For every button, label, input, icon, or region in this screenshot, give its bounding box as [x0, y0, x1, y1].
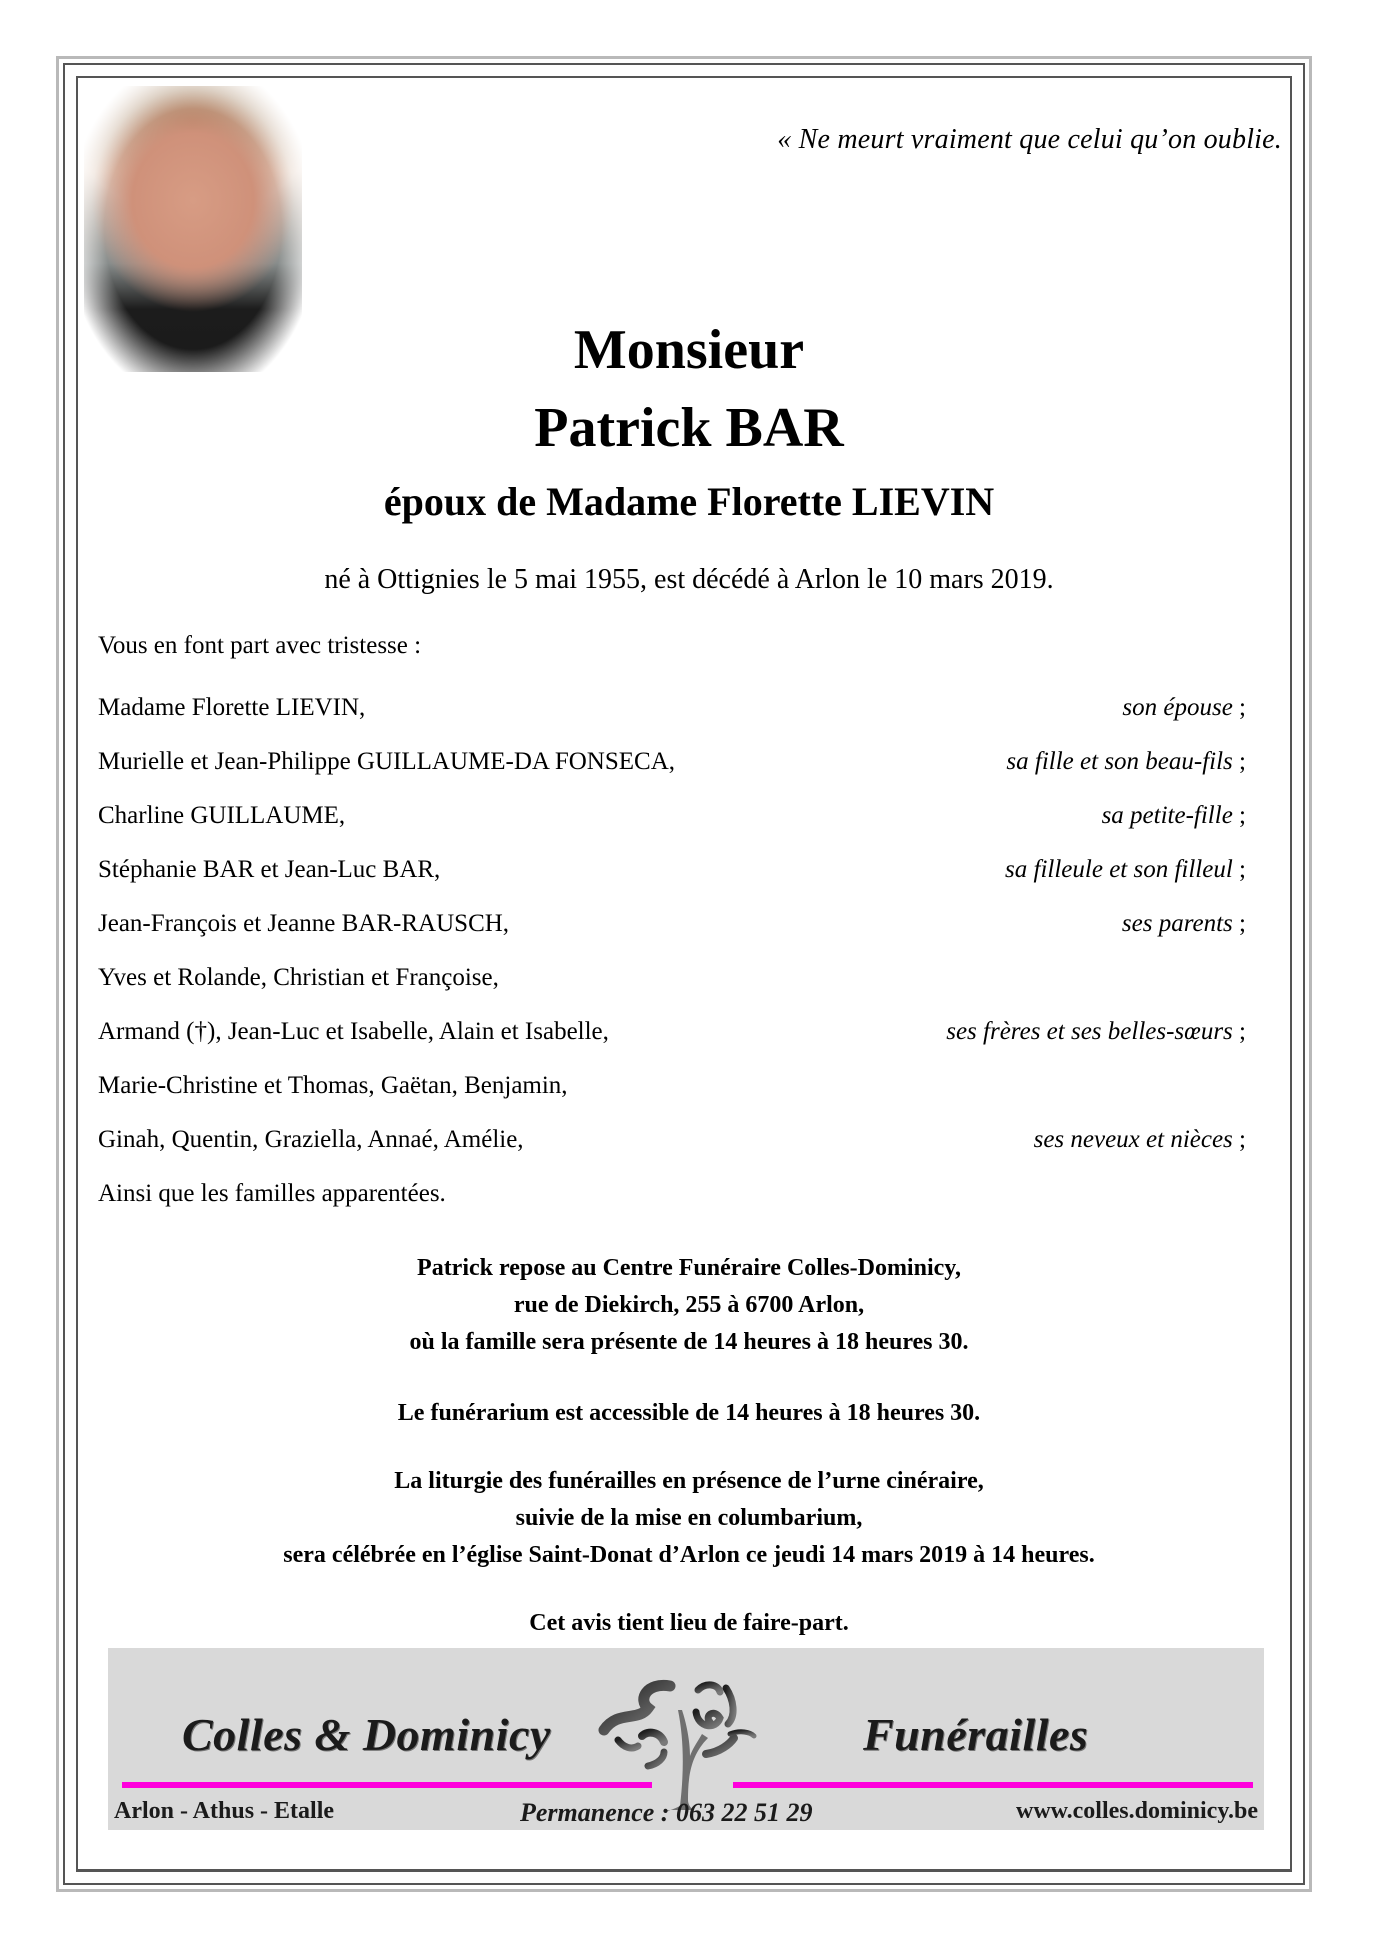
- family-row: [98, 742, 1246, 796]
- family-row: [98, 796, 1246, 850]
- family-names: Ginah, Quentin, Graziella, Annaé, Amélie,: [98, 1126, 524, 1153]
- family-row: [98, 1174, 1246, 1228]
- family-names: Stéphanie BAR et Jean-Luc BAR,: [98, 856, 441, 883]
- family-row: [98, 1120, 1246, 1174]
- tree-icon: [598, 1660, 758, 1818]
- family-relation: ses parents ;: [1121, 910, 1246, 937]
- repose-info: Patrick repose au Centre Funéraire Colles-Dominicy, rue de Diekirch, 255 à 6700 Arlon, où la famille sera présente de 14 heures à 18 heures 30.: [409, 1255, 969, 1355]
- family-row: [98, 1012, 1246, 1066]
- family-row: [98, 850, 1246, 904]
- family-row: [98, 958, 1246, 1012]
- family-names: Ainsi que les familles apparentées.: [98, 1180, 446, 1207]
- family-names: Yves et Rolande, Christian et Françoise,: [98, 964, 499, 991]
- honorific: Monsieur: [573, 319, 805, 381]
- funeral-home-banner: [108, 1648, 1264, 1830]
- family-list: [98, 688, 1246, 1228]
- family-row: [98, 1066, 1246, 1120]
- epigraph: « Ne meurt vraiment que celui qu’on oublie.: [777, 124, 1282, 155]
- family-names: Armand (†), Jean-Luc et Isabelle, Alain et Isabelle,: [98, 1018, 609, 1045]
- accent-line-right: [733, 1782, 1253, 1788]
- family-relation: ses neveux et nièces ;: [1033, 1126, 1246, 1153]
- family-relation: ses frères et ses belles-sœurs ;: [946, 1018, 1246, 1045]
- brand-name: Colles & Dominicy: [182, 1709, 551, 1760]
- closing-note: Cet avis tient lieu de faire-part.: [529, 1610, 849, 1636]
- family-names: Jean-François et Jeanne BAR-RAUSCH,: [98, 910, 510, 937]
- birth-death-line: né à Ottignies le 5 mai 1955, est décédé à Arlon le 10 mars 2019.: [324, 564, 1054, 595]
- family-names: Charline GUILLAUME,: [98, 802, 346, 829]
- family-names: Murielle et Jean-Philippe GUILLAUME-DA FONSECA,: [98, 748, 676, 775]
- spouse-line: époux de Madame Florette LIEVIN: [383, 479, 995, 524]
- brand-tagline: Funérailles: [863, 1709, 1089, 1760]
- family-relation: sa fille et son beau-fils ;: [1006, 748, 1246, 775]
- family-row: [98, 904, 1246, 958]
- deceased-name: Patrick BAR: [534, 397, 844, 459]
- liturgy-info: La liturgie des funérailles en présence de l’urne cinéraire, suivie de la mise en columbarium, sera célébrée en l’église Saint-Donat d’Arlon ce jeudi 14 mars 2019 à 14 heures.: [283, 1468, 1095, 1568]
- accent-line-left: [122, 1782, 652, 1788]
- website-link[interactable]: www.colles.dominicy.be: [1015, 1798, 1258, 1824]
- family-relation: son épouse ;: [1122, 694, 1246, 721]
- family-relation: sa filleule et son filleul ;: [1005, 856, 1246, 883]
- phone-number: Permanence : 063 22 51 29: [520, 1798, 813, 1827]
- family-row: [98, 688, 1246, 742]
- family-names: Marie-Christine et Thomas, Gaëtan, Benjamin,: [98, 1072, 568, 1099]
- funerarium-hours: Le funérarium est accessible de 14 heures à 18 heures 30.: [397, 1400, 981, 1426]
- family-names: Madame Florette LIEVIN,: [98, 694, 366, 721]
- locations: Arlon - Athus - Etalle: [114, 1798, 335, 1824]
- announcement-intro: Vous en font part avec tristesse :: [98, 632, 422, 659]
- family-relation: sa petite-fille ;: [1101, 802, 1246, 829]
